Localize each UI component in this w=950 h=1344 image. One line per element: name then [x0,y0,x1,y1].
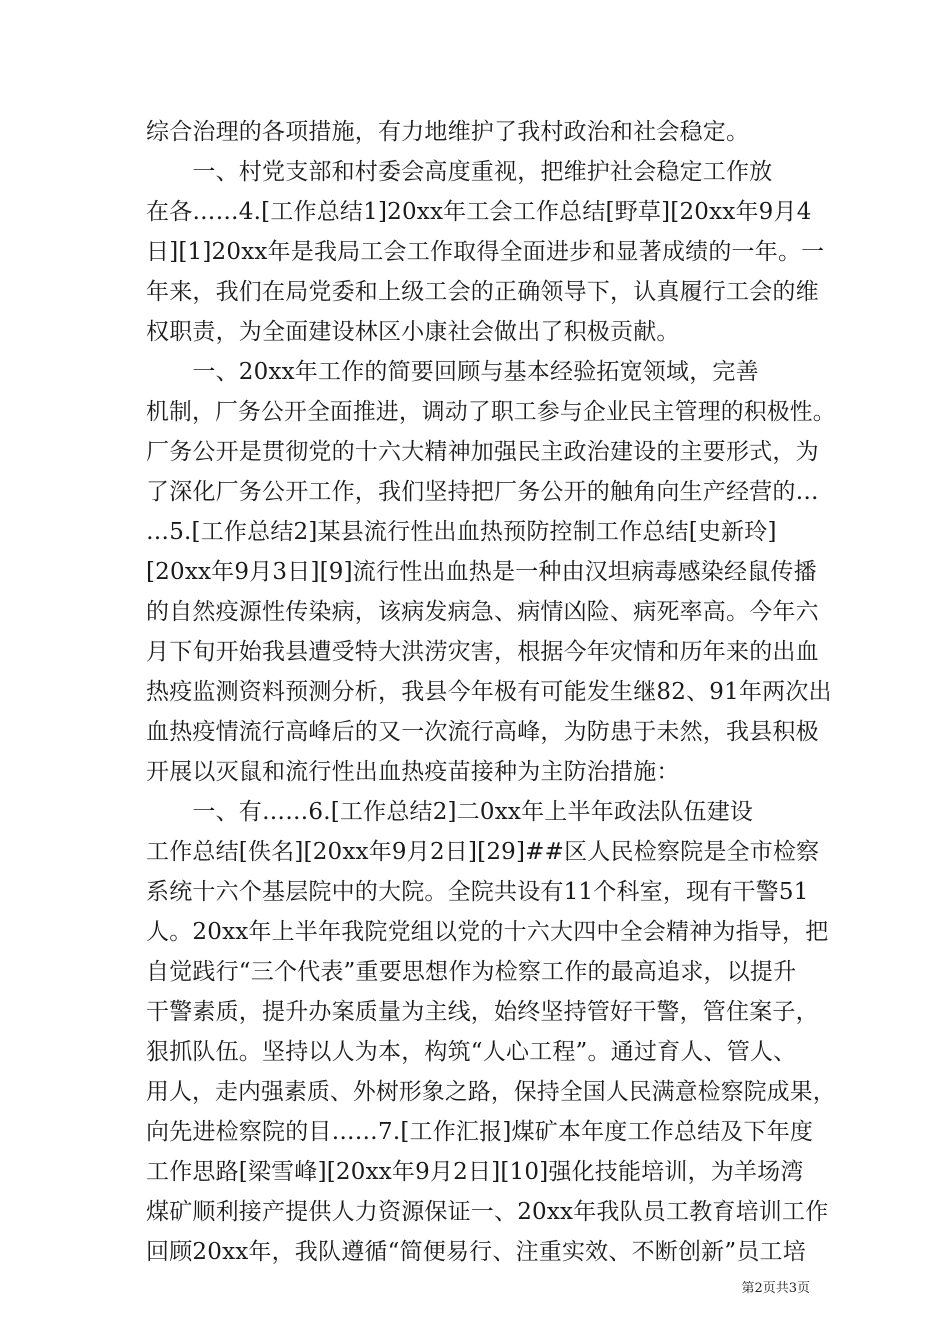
text-line: [20xx年9月3日][9]流行性出血热是一种由汉坦病毒感染经鼠传播 [146,559,817,585]
text-line: 机制，厂务公开全面推进，调动了职工参与企业民主管理的积极性。 [146,399,836,425]
text-line: 一、村党支部和村委会高度重视，把维护社会稳定工作放 [146,159,773,185]
text-line: 向先进检察院的目……7.[工作汇报]煤矿本年度工作总结及下年度 [146,1119,814,1145]
text-line: 人。20xx年上半年我院党组以党的十六大四中全会精神为指导，把 [146,919,829,945]
text-line: 血热疫情流行高峰后的又一次流行高峰，为防患于未然，我县积极 [146,719,819,745]
text-line: 在各……4.[工作总结1]20xx年工会工作总结[野草][20xx年9月4 [146,199,812,225]
text-line: 开展以灭鼠和流行性出血热疫苗接种为主防治措施： [146,759,680,785]
text-line: 热疫监测资料预测分析，我县今年极有可能发生继82、91年两次出 [146,679,832,705]
text-line: 一、20xx年工作的简要回顾与基本经验拓宽领域，完善 [146,359,759,385]
text-line: 权职责，为全面建设林区小康社会做出了积极贡献。 [146,319,680,345]
text-line: 狠抓队伍。坚持以人为本，构筑“人心工程”。通过育人、管人、 [146,1039,797,1065]
text-line: 煤矿顺利接产提供人力资源保证一、20xx年我队员工教育培训工作 [146,1199,829,1225]
page-number: 第2页共3页 [741,1281,810,1296]
text-line: 月下旬开始我县遭受特大洪涝灾害，根据今年灾情和历年来的出血 [146,639,819,665]
text-line: …5.[工作总结2]某县流行性出血热预防控制工作总结[史新玲] [146,519,777,545]
text-line: 日][1]20xx年是我局工会工作取得全面进步和显著成绩的一年。一 [146,239,825,265]
text-line: 一、有……6.[工作总结2]二0xx年上半年政法队伍建设 [146,799,754,825]
text-line: 工作思路[梁雪峰][20xx年9月2日][10]强化技能培训，为羊场湾 [146,1159,804,1185]
text-line: 系统十六个基层院中的大院。全院共设有11个科室，现有干警51 [146,879,809,905]
text-line: 工作总结[佚名][20xx年9月2日][29]##区人民检察院是全市检察 [146,839,820,865]
text-line: 的自然疫源性传染病，该病发病急、病情凶险、病死率高。今年六 [146,599,819,625]
text-line: 厂务公开是贯彻党的十六大精神加强民主政治建设的主要形式，为 [146,439,819,465]
text-line: 干警素质，提升办案质量为主线，始终坚持管好干警，管住案子， [146,999,819,1025]
text-line: 自觉践行“三个代表”重要思想作为检察工作的最高追求，以提升 [146,959,797,985]
text-line: 了深化厂务公开工作，我们坚持把厂务公开的触角向生产经营的… [146,479,819,505]
text-line: 回顾20xx年，我队遵循“简便易行、注重实效、不断创新”员工培 [146,1239,806,1265]
text-line: 年来，我们在局党委和上级工会的正确领导下，认真履行工会的维 [146,279,819,305]
text-line: 用人，走内强素质、外树形象之路，保持全国人民满意检察院成果， [146,1079,836,1105]
text-line: 综合治理的各项措施，有力地维护了我村政治和社会稳定。 [146,119,750,145]
